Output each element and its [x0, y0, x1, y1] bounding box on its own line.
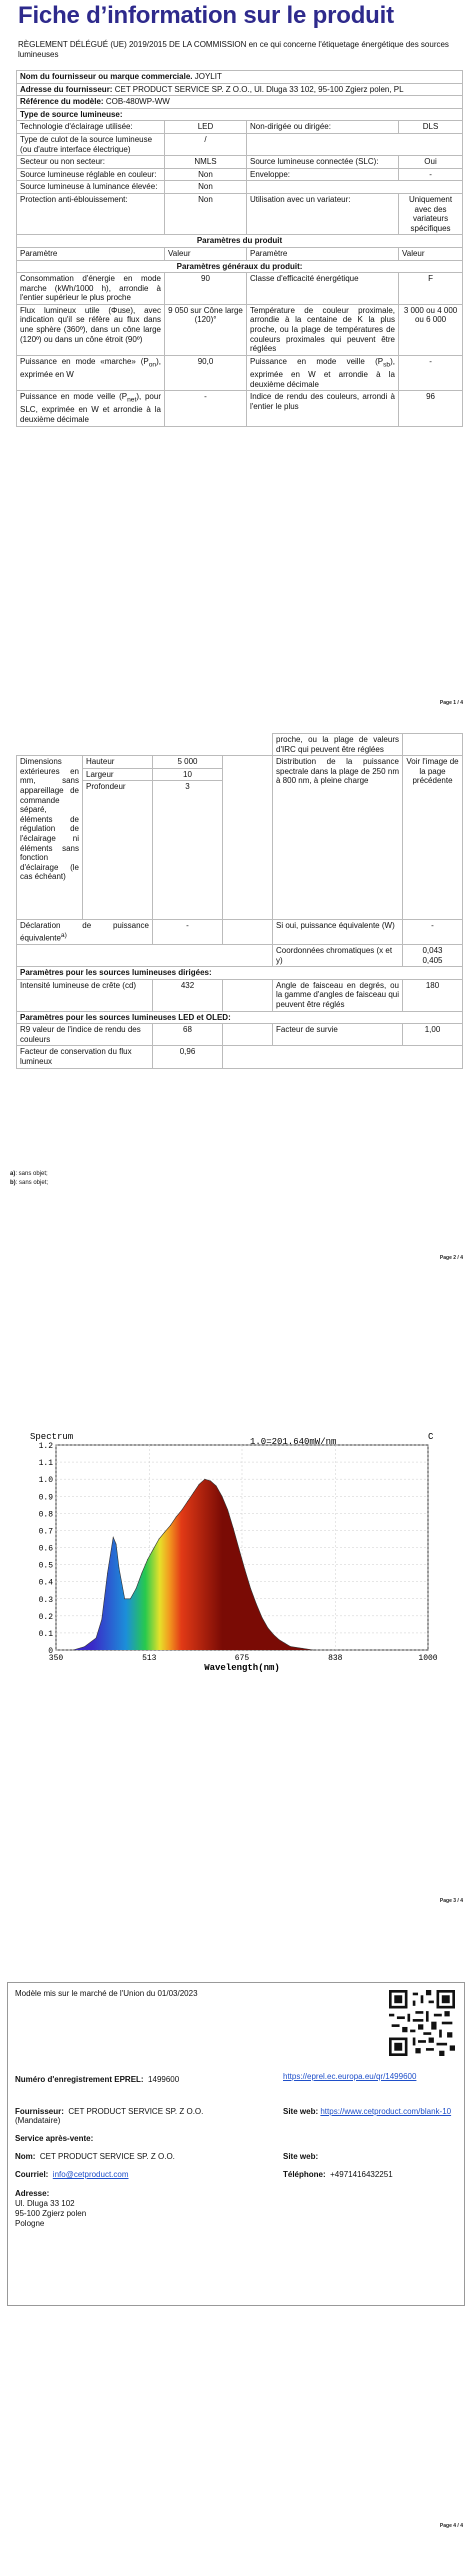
spectrum-point — [164, 1532, 165, 1533]
lum-value: 0,96 — [153, 1046, 223, 1068]
cri-value: 96 — [399, 391, 463, 426]
cri-continued: proche, ou la plage de valeurs d'IRC qui peuvent être réglées — [273, 734, 403, 756]
y-tick-label: 0.7 — [38, 1527, 53, 1537]
beam-label: Angle de faisceau en degrés, ou la gamme d'angles de faisceau qui peuvent être réglés — [273, 979, 403, 1011]
spectrum-point — [153, 1549, 154, 1550]
cap-value: / — [165, 133, 247, 155]
service-email: Courriel: info@cetproduct.com — [15, 2170, 129, 2179]
model-value: COB-480WP-WW — [105, 97, 170, 107]
supplier-site-link[interactable]: https://www.cetproduct.com/blank-10 — [320, 2107, 452, 2116]
x-tick-label: 350 — [48, 1654, 64, 1663]
spectrum-point — [182, 1510, 183, 1511]
height-label: Hauteur — [83, 756, 152, 769]
spectrum-point — [101, 1619, 102, 1620]
equiv-w-value: - — [403, 920, 463, 945]
tech-value: LED — [165, 121, 247, 134]
service-name: Nom: CET PRODUCT SERVICE SP. Z O.O. — [15, 2152, 175, 2161]
dim-value: Uniquement avec des variateurs spécifiques — [399, 193, 463, 234]
r9-label: R9 valeur de l'indice de rendu des couleurs — [17, 1024, 153, 1046]
spectrum-point — [119, 1568, 120, 1569]
page-4 — [0, 1915, 469, 2560]
x-tick-label: 838 — [328, 1654, 343, 1663]
dir-value: DLS — [399, 121, 463, 134]
page-1 — [0, 0, 469, 715]
spectrum-point — [193, 1492, 194, 1493]
psb-label: Puissance en mode veille $(P_{sb})$, exprimée en W et arrondie à la deuxième décimale — [247, 355, 399, 390]
email-link[interactable]: info@cetproduct.com — [52, 2170, 129, 2179]
spectrum-point — [130, 1598, 131, 1599]
page-number: Page 1 / 4 — [439, 700, 463, 706]
mains-value: NMLS — [165, 156, 247, 169]
chart-annotation: 1.0=201.640mW/nm — [250, 1437, 337, 1447]
spectrum-point — [107, 1573, 108, 1574]
spectrum-point — [176, 1516, 177, 1517]
cct-label: Température de couleur proximale, arrondie à la centaine de K la plus proche, ou la plage de températures de couleurs proximales qui peuvent être réglées — [247, 304, 399, 355]
spectrum-point — [239, 1549, 240, 1550]
supplier-site: Site web: https://www.cetproduct.com/blank-10 — [283, 2107, 452, 2116]
y-tick-label: 0.1 — [38, 1629, 53, 1639]
conn-value: Oui — [399, 156, 463, 169]
surv-value: 1,00 — [403, 1024, 463, 1046]
page-title: Fiche d’information sur le produit — [18, 2, 394, 29]
width-label: Largeur — [83, 769, 152, 782]
address-row — [17, 83, 463, 96]
spectrum-point — [290, 1646, 291, 1647]
env-value: - — [399, 168, 463, 181]
spectrum-svg — [30, 1430, 438, 1685]
y-tick-label: 0.6 — [38, 1544, 53, 1554]
y-tick-label: 0.9 — [38, 1493, 53, 1503]
spectrum-point — [250, 1588, 251, 1589]
y-tick-label: 0.3 — [38, 1595, 53, 1605]
general-header: Paramètres généraux du produit: — [17, 260, 463, 273]
led-header: Paramètres pour les sources lumineuses LED et OLED: — [17, 1011, 463, 1024]
supplier-label: Nom du fournisseur ou marque commerciale. — [20, 72, 193, 81]
params-header: Paramètres du produit — [17, 235, 463, 248]
adj-label: Source lumineuse réglable en couleur: — [17, 168, 165, 181]
spectrum-point — [84, 1646, 85, 1647]
directed-header: Paramètres pour les sources lumineuses dirigées: — [17, 967, 463, 980]
spectrum-point — [136, 1588, 137, 1589]
svg-text:C: C — [428, 1432, 434, 1442]
spectrum-point — [216, 1486, 217, 1487]
registration-box — [7, 1982, 465, 2306]
high-value: Non — [165, 181, 247, 194]
product-spec-table — [16, 70, 463, 427]
spectrum-point — [147, 1559, 148, 1560]
page-2 — [0, 715, 469, 1275]
depth-value: 3 — [185, 782, 190, 792]
depth-label: Profondeur — [86, 782, 126, 792]
address-value: CET PRODUCT SERVICE SP. Z O.O., Ul. Dluga 33 102, 95-100 Zgierz polen, PL — [114, 84, 404, 94]
y-tick-label: 0.5 — [38, 1561, 53, 1571]
r9-value: 68 — [153, 1024, 223, 1046]
col-param-2: Paramètre — [247, 247, 399, 260]
y-tick-label: 1.0 — [38, 1476, 53, 1486]
service-address: Adresse: Ul. Dluga 33 102 95-100 Zgierz polen Pologne — [15, 2189, 87, 2228]
x-axis-label: Wavelength(nm) — [204, 1663, 280, 1673]
spectrum-point — [204, 1479, 205, 1480]
cct-value: 3 000 ou 4 000 ou 6 000 — [399, 304, 463, 355]
address-label: Adresse du fournisseur: — [20, 84, 113, 94]
pon-value: 90,0 — [165, 355, 247, 390]
cri-label: Indice de rendu des couleurs, arrondi à l'entier le plus — [247, 391, 399, 426]
psb-value: - — [399, 355, 463, 390]
glare-value: Non — [165, 193, 247, 234]
spectrum-point — [170, 1525, 171, 1526]
dims-label: Dimensions extérieures en mm, sans appareillage de commande séparé, éléments de régulation de l'éclairage ni éléments sans fonction d'éclairage (le cas échéant) — [17, 756, 83, 920]
model-row — [17, 96, 463, 109]
eprel-link[interactable]: https://eprel.ec.europa.eu/qr/1499600 — [283, 2072, 417, 2081]
spectrum-point — [187, 1501, 188, 1502]
x-axis-ticks — [49, 1654, 438, 1663]
service-phone: Téléphone: +4971416432251 — [283, 2170, 393, 2179]
model-label: Référence du modèle: — [20, 97, 104, 107]
pnet-label: Puissance en mode veille $(P_{net})$, pour SLC, exprimée en W et arrondie à la deuxième décimale — [17, 391, 165, 426]
footnote-b: b): sans objet; — [10, 1180, 49, 1186]
chart-title: Spectrum — [30, 1432, 74, 1442]
mains-label: Secteur ou non secteur: — [17, 156, 165, 169]
qr-code-icon[interactable] — [389, 1990, 455, 2056]
col-value-1: Valeur — [165, 247, 247, 260]
service-site-label: Site web: — [283, 2152, 319, 2161]
spectrum-point — [116, 1544, 117, 1545]
y-tick-label: 0.8 — [38, 1510, 53, 1520]
conn-label: Source lumineuse connectée (SLC): — [247, 156, 399, 169]
y-tick-label: 0.2 — [38, 1612, 53, 1622]
spectrum-point — [273, 1634, 274, 1635]
y-axis-ticks — [39, 1442, 54, 1656]
col-param-1: Paramètre — [17, 247, 165, 260]
tech-label: Technologie d'éclairage utilisée: — [17, 121, 165, 134]
equiv-w-label: Si oui, puissance équivalente (W) — [273, 920, 403, 945]
spectrum-point — [73, 1650, 74, 1651]
supplier-line: Fournisseur: CET PRODUCT SERVICE SP. Z O.O. (Mandataire) — [15, 2107, 204, 2125]
peak-label: Intensité lumineuse de crête (cd) — [17, 979, 153, 1011]
y-tick-label: 0.4 — [38, 1578, 53, 1588]
spd-label: Distribution de la puissance spectrale dans la plage de 250 nm à 800 nm, à pleine charge — [273, 756, 403, 920]
spectrum-point — [113, 1537, 114, 1538]
height-value: 5 000 — [153, 756, 222, 769]
x-tick-label: 1000 — [418, 1654, 438, 1663]
supplier-value: JOYLIT — [194, 72, 222, 81]
spectrum-point — [256, 1604, 257, 1605]
page-3 — [0, 1275, 469, 1915]
energy-value: 90 — [165, 273, 247, 305]
service-header: Service après-vente: — [15, 2134, 94, 2143]
class-label: Classe d'efficacité énergétique — [247, 273, 399, 305]
equiv-value: - — [153, 920, 223, 945]
spectrum-point — [141, 1573, 142, 1574]
spectrum-point — [233, 1528, 234, 1529]
spectrum-point — [124, 1598, 125, 1599]
chroma-value: 0,043 0,405 — [403, 945, 463, 967]
spectrum-point — [199, 1484, 200, 1485]
high-label: Source lumineuse à luminance élevée: — [17, 181, 165, 194]
footnote-a: a): sans objet; — [10, 1171, 48, 1177]
spd-value: Voir l'image de la page précédente — [403, 756, 463, 920]
spectrum-point — [222, 1496, 223, 1497]
col-value-2: Valeur — [399, 247, 463, 260]
spectrum-point — [302, 1648, 303, 1649]
supplier-row — [17, 71, 463, 84]
y-tick-label: 1.2 — [38, 1442, 53, 1451]
spectrum-point — [267, 1627, 268, 1628]
peak-value: 432 — [153, 979, 223, 1011]
spectrum-point — [245, 1569, 246, 1570]
page-number: Page 2 / 4 — [439, 1255, 463, 1261]
cap-label: Type de culot de la source lumineuse (ou d'autre interface électrique) — [17, 133, 165, 155]
x-tick-label: 675 — [234, 1654, 250, 1663]
y-tick-label: 0 — [48, 1647, 53, 1656]
market-text: Modèle mis sur le marché de l'Union du 01/03/2023 — [15, 1989, 198, 1998]
page-number: Page 4 / 4 — [439, 2523, 463, 2529]
lum-label: Facteur de conservation du flux lumineux — [17, 1046, 153, 1068]
x-tick-label: 513 — [142, 1654, 157, 1663]
adj-value: Non — [165, 168, 247, 181]
y-tick-label: 1.1 — [38, 1459, 53, 1469]
dir-label: Non-dirigée ou dirigée: — [247, 121, 399, 134]
spectrum-point — [227, 1510, 228, 1511]
flux-label: Flux lumineux utile (Φuse), avec indication qu'il se réfère au flux dans une sphère (360º), dans un cône large (120º) ou dans un cône étroit (90º) — [17, 304, 165, 355]
pon-label: Puissance en mode «marche» $(P_{on})$, exprimée en W — [17, 355, 165, 390]
glare-label: Protection anti-éblouissement: — [17, 193, 165, 234]
equiv-label: Déclaration de puissance équivalente$^{a)}$ — [17, 920, 153, 945]
dim-label: Utilisation avec un variateur: — [247, 193, 399, 234]
spectrum-point — [279, 1639, 280, 1640]
spectrum-point — [313, 1650, 314, 1651]
chroma-label: Coordonnées chromatiques (x et y) — [273, 945, 403, 967]
spectrum-chart — [30, 1430, 438, 1685]
beam-value: 180 — [403, 979, 463, 1011]
spectrum-point — [210, 1481, 211, 1482]
type-header: Type de source lumineuse: — [17, 108, 463, 121]
surv-label: Facteur de survie — [273, 1024, 403, 1046]
spectrum-point — [96, 1638, 97, 1639]
spectrum-point — [285, 1643, 286, 1644]
class-value: F — [399, 273, 463, 305]
flux-value: 9 050 sur Cône large (120)° — [165, 304, 247, 355]
page-number: Page 3 / 4 — [439, 1898, 463, 1904]
footnotes — [10, 1170, 48, 1188]
env-label: Enveloppe: — [247, 168, 399, 181]
spectrum-point — [159, 1539, 160, 1540]
width-value: 10 — [153, 769, 222, 782]
regulation-text: RÈGLEMENT DÉLÉGUÉ (UE) 2019/2015 DE LA COMMISSION en ce qui concerne l'étiquetage énergétique des sources lumineuses — [18, 40, 449, 59]
product-spec-table-continued — [16, 733, 463, 1069]
spectrum-point — [262, 1617, 263, 1618]
pnet-value: - — [165, 391, 247, 426]
eprel-number: Numéro d'enregistrement EPREL: 1499600 — [15, 2075, 180, 2084]
energy-label: Consommation d'énergie en mode marche (kWh/1000 h), arrondie à l'entier supérieur le plus proche — [17, 273, 165, 305]
